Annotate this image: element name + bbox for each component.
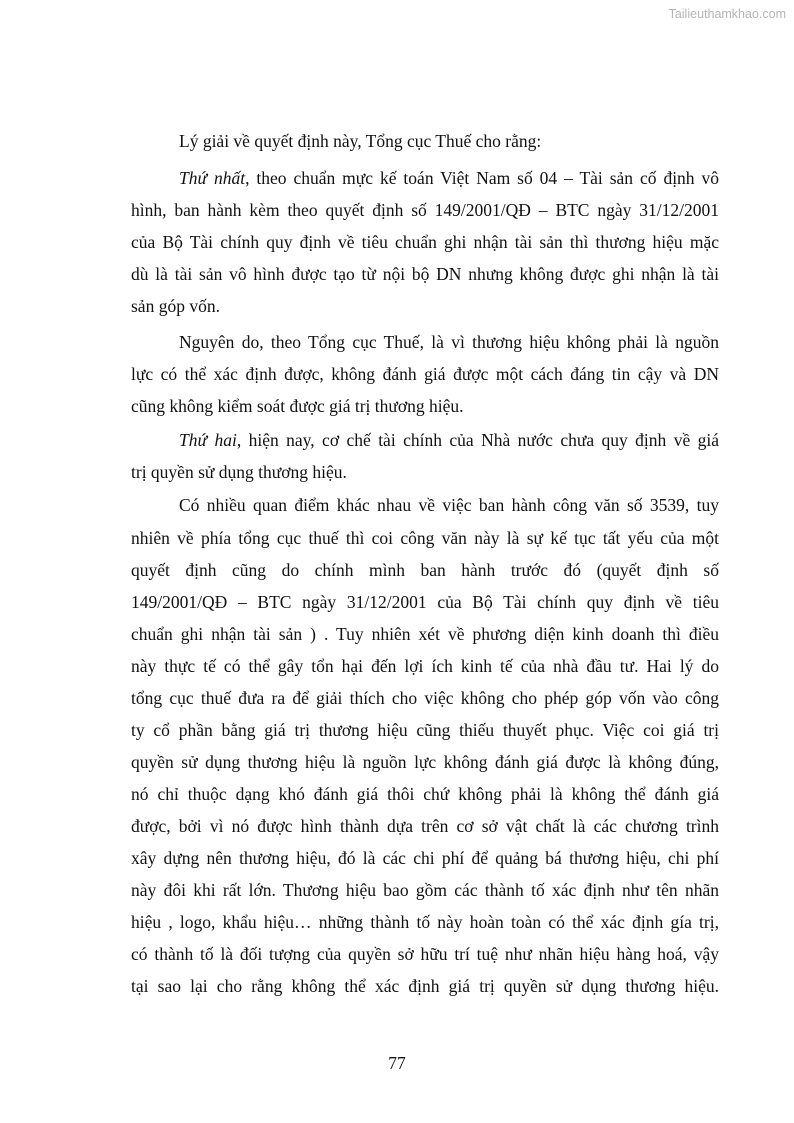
watermark: Tailieuthamkhao.com [668,7,786,21]
emphasis-first: Thứ nhất [179,168,246,188]
paragraph-2-line: hình, ban hành kèm theo quyết định số 149/2001/QĐ – BTC ngày 31/12/2001 [131,200,719,220]
paragraph-5-line: xây dựng nên thương hiệu, đó là các chi phí để quảng bá thương hiệu, chi phí [131,848,719,868]
paragraph-5-line: nó chỉ thuộc dạng khó đánh giá thôi chứ không phải là không thể đánh giá [131,784,719,804]
paragraph-2-line: sản góp vốn. [131,296,220,316]
paragraph-4-line: trị quyền sử dụng thương hiệu. [131,462,347,482]
paragraph-5-line: 149/2001/QĐ – BTC ngày 31/12/2001 của Bộ Tài chính quy định về tiêu [131,592,719,612]
paragraph-5-line: chuẩn ghi nhận tài sản ) . Tuy nhiên xét về phương diện kinh doanh thì điều [131,624,719,644]
paragraph-2-line: của Bộ Tài chính quy định về tiêu chuẩn ghi nhận tài sản thì thương hiệu mặc [131,232,719,252]
paragraph-5-line: có thành tố là đối tượng của quyền sở hữu trí tuệ như nhãn hiệu hàng hoá, vậy [131,944,719,964]
paragraph-5-line: Có nhiều quan điểm khác nhau về việc ban hành công văn số 3539, tuy [179,495,719,515]
paragraph-5-line: này đôi khi rất lớn. Thương hiệu bao gồm các thành tố xác định như tên nhãn [131,880,719,900]
paragraph-5-line: quyền sử dụng thương hiệu là nguồn lực không đánh giá được là không đúng, [131,752,719,772]
paragraph-2-line-text: , theo chuẩn mực kế toán Việt Nam số 04 – Tài sản cố định vô [245,168,719,188]
paragraph-5-line: quyết định cũng do chính mình ban hành trước đó (quyết định số [131,560,719,580]
paragraph-4-line-text: , hiện nay, cơ chế tài chính của Nhà nước chưa quy định về giá [236,430,719,450]
paragraph-2-line [179,166,719,190]
paragraph-5-line: được, bởi vì nó được hình thành dựa trên cơ sở vật chất là các chương trình [131,816,719,836]
paragraph-2-line: dù là tài sản vô hình được tạo từ nội bộ DN nhưng không được ghi nhận là tài [131,264,719,284]
paragraph-5-line: ty cổ phần bằng giá trị thương hiệu cũng thiếu thuyết phục. Việc coi giá trị [131,720,719,740]
paragraph-5-line: nhiên về phía tổng cục thuế thì coi công văn này là sự kế tục tất yếu của một [131,528,719,548]
paragraph-5-line: tổng cục thuế đưa ra để giải thích cho việc không cho phép góp vốn vào công [131,688,719,708]
paragraph-3-line: lực có thể xác định được, không đánh giá được một cách đáng tin cậy và DN [131,364,719,384]
emphasis-second: Thứ hai [179,430,237,450]
paragraph-4-line [179,428,719,452]
paragraph-5-line: tại sao lại cho rằng không thể xác định giá trị quyền sử dụng thương hiệu. [131,976,719,996]
paragraph-1-line: Lý giải về quyết định này, Tổng cục Thuế cho rằng: [179,131,542,151]
paragraph-3-line: Nguyên do, theo Tổng cục Thuế, là vì thương hiệu không phải là nguồn [179,332,719,352]
paragraph-5-line: hiệu , logo, khẩu hiệu… những thành tố này hoàn toàn có thể xác định gía trị, [131,912,719,932]
paragraph-5-line: này thực tế có thể gây tổn hại đến lợi ích kinh tế của nhà đầu tư. Hai lý do [131,656,719,676]
page-number: 77 [388,1053,406,1073]
paragraph-3-line: cũng không kiểm soát được giá trị thương hiệu. [131,396,464,416]
